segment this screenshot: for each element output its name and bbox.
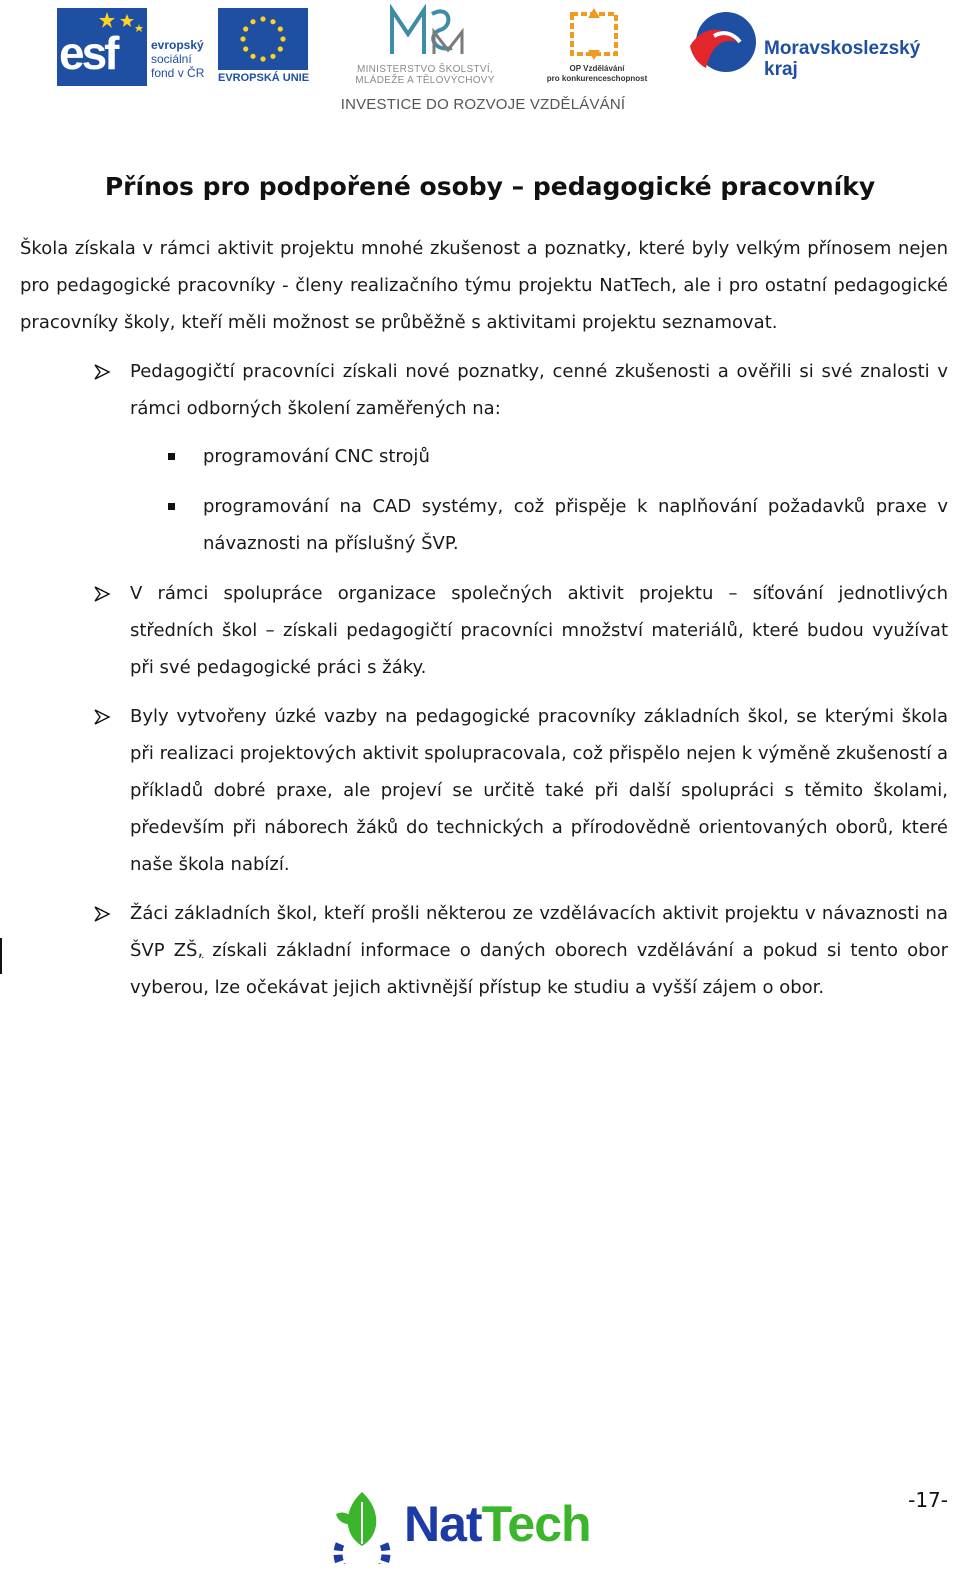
esf-stars-icon <box>95 10 145 44</box>
esf-letters: esf <box>59 27 117 79</box>
arrow-bullet-icon <box>92 362 112 382</box>
square-bullet-icon <box>168 453 175 460</box>
esf-mark <box>57 8 147 86</box>
bullet-item <box>130 895 948 1006</box>
op-logo <box>542 8 652 88</box>
op-caption-line1: OP Vzdělávání <box>569 64 625 73</box>
op-mark-icon <box>566 8 622 60</box>
eu-logo <box>218 8 310 86</box>
bullet-item: Byly vytvořeny úzké vazby na pedagogické pracovníky základních škol, se kterými škola při realizaci projektových aktivit spolupracovala, což přispělo nejen k výměně zkušeností a příkladů dobré praxe, ale projeví se určitě také při další spolupráci s těmito školami, především při náborech žáků do technických a přírodovědně orientovaných oborů, které naše škola nabízí. <box>130 706 948 875</box>
sub-item: programování na CAD systémy, což přispěje k naplňování požadavků praxe v návaznosti na příslušný ŠVP. <box>203 496 948 554</box>
msk-logo <box>684 8 924 84</box>
page-number: -17- <box>908 1488 948 1512</box>
msmt-caption <box>340 64 510 86</box>
esf-line3: fond v ČR <box>151 66 205 80</box>
esf-caption <box>151 38 221 80</box>
bullet-text-after: získali základní informace o daných oborech vzdělávání a pokud si tento obor vyberou, lze očekávat jejich aktivnější přístup ke studiu a vyšší zájem o obor. <box>130 940 948 998</box>
msmt-logo <box>340 4 510 86</box>
investice-banner: INVESTICE DO ROZVOJE VZDĚLÁVÁNÍ <box>340 96 626 113</box>
msmt-caption-line2: MLÁDEŽE A TĚLOVÝCHOVY <box>355 75 495 86</box>
square-bullet-icon <box>168 503 175 510</box>
arrow-bullet-icon <box>92 904 112 924</box>
eu-flag-icon <box>218 8 308 70</box>
op-caption <box>542 64 652 84</box>
page-title: Přínos pro podpořené osoby – pedagogické pracovníky <box>104 172 876 201</box>
msk-caption <box>764 38 924 80</box>
msk-caption-line1: Moravskoslezský <box>764 38 921 59</box>
tracked-comma: , <box>197 940 204 961</box>
intro-paragraph: Škola získala v rámci aktivit projektu mnohé zkušenost a poznatky, které byly velkým přínosem nejen pro pedagogické pracovníky - členy realizačního týmu projektu NatTech, ale i pro ostatní pedagogické pracovníky školy, kteří měli možnost se průběžně s aktivitami projektu seznamovat. <box>20 238 948 333</box>
msk-mark-icon <box>684 8 762 80</box>
change-bar <box>0 938 2 974</box>
bullet-text-before: Žáci základních škol, kteří prošli některou ze vzdělávacích aktivit projektu v návaznosti na ŠVP ZŠ <box>130 903 948 961</box>
msmt-caption-line1: MINISTERSTVO ŠKOLSTVÍ, <box>356 64 494 75</box>
sub-item: programování CNC strojů <box>203 446 430 467</box>
nattech-logo <box>322 1484 622 1564</box>
esf-line1: evropský <box>151 38 204 52</box>
esf-logo <box>57 8 207 86</box>
msmt-mark-icon <box>388 4 468 60</box>
msk-caption-line2: kraj <box>764 59 798 80</box>
nattech-gear-leaf-icon <box>322 1484 402 1564</box>
arrow-bullet-icon <box>92 707 112 727</box>
eu-caption: EVROPSKÁ UNIE <box>218 72 310 84</box>
bullet-item: Pedagogičtí pracovníci získali nové poznatky, cenné zkušenosti a ověřili si své znalosti v rámci odborných školení zaměřených na: <box>130 361 948 419</box>
arrow-bullet-icon <box>92 584 112 604</box>
header-logos <box>0 0 960 130</box>
op-caption-line2: pro konkurenceschopnost <box>546 74 648 83</box>
nattech-wordmark-tech: Tech <box>481 1496 591 1552</box>
nattech-wordmark <box>404 1494 591 1554</box>
nattech-wordmark-nat: Nat <box>404 1496 482 1552</box>
esf-line2: sociální <box>151 52 192 66</box>
bullet-item: V rámci spolupráce organizace společných aktivit projektu – síťování jednotlivých středních škol – získali pedagogičtí pracovníci množství materiálů, které budou využívat při své pedagogické práci s žáky. <box>130 583 948 678</box>
